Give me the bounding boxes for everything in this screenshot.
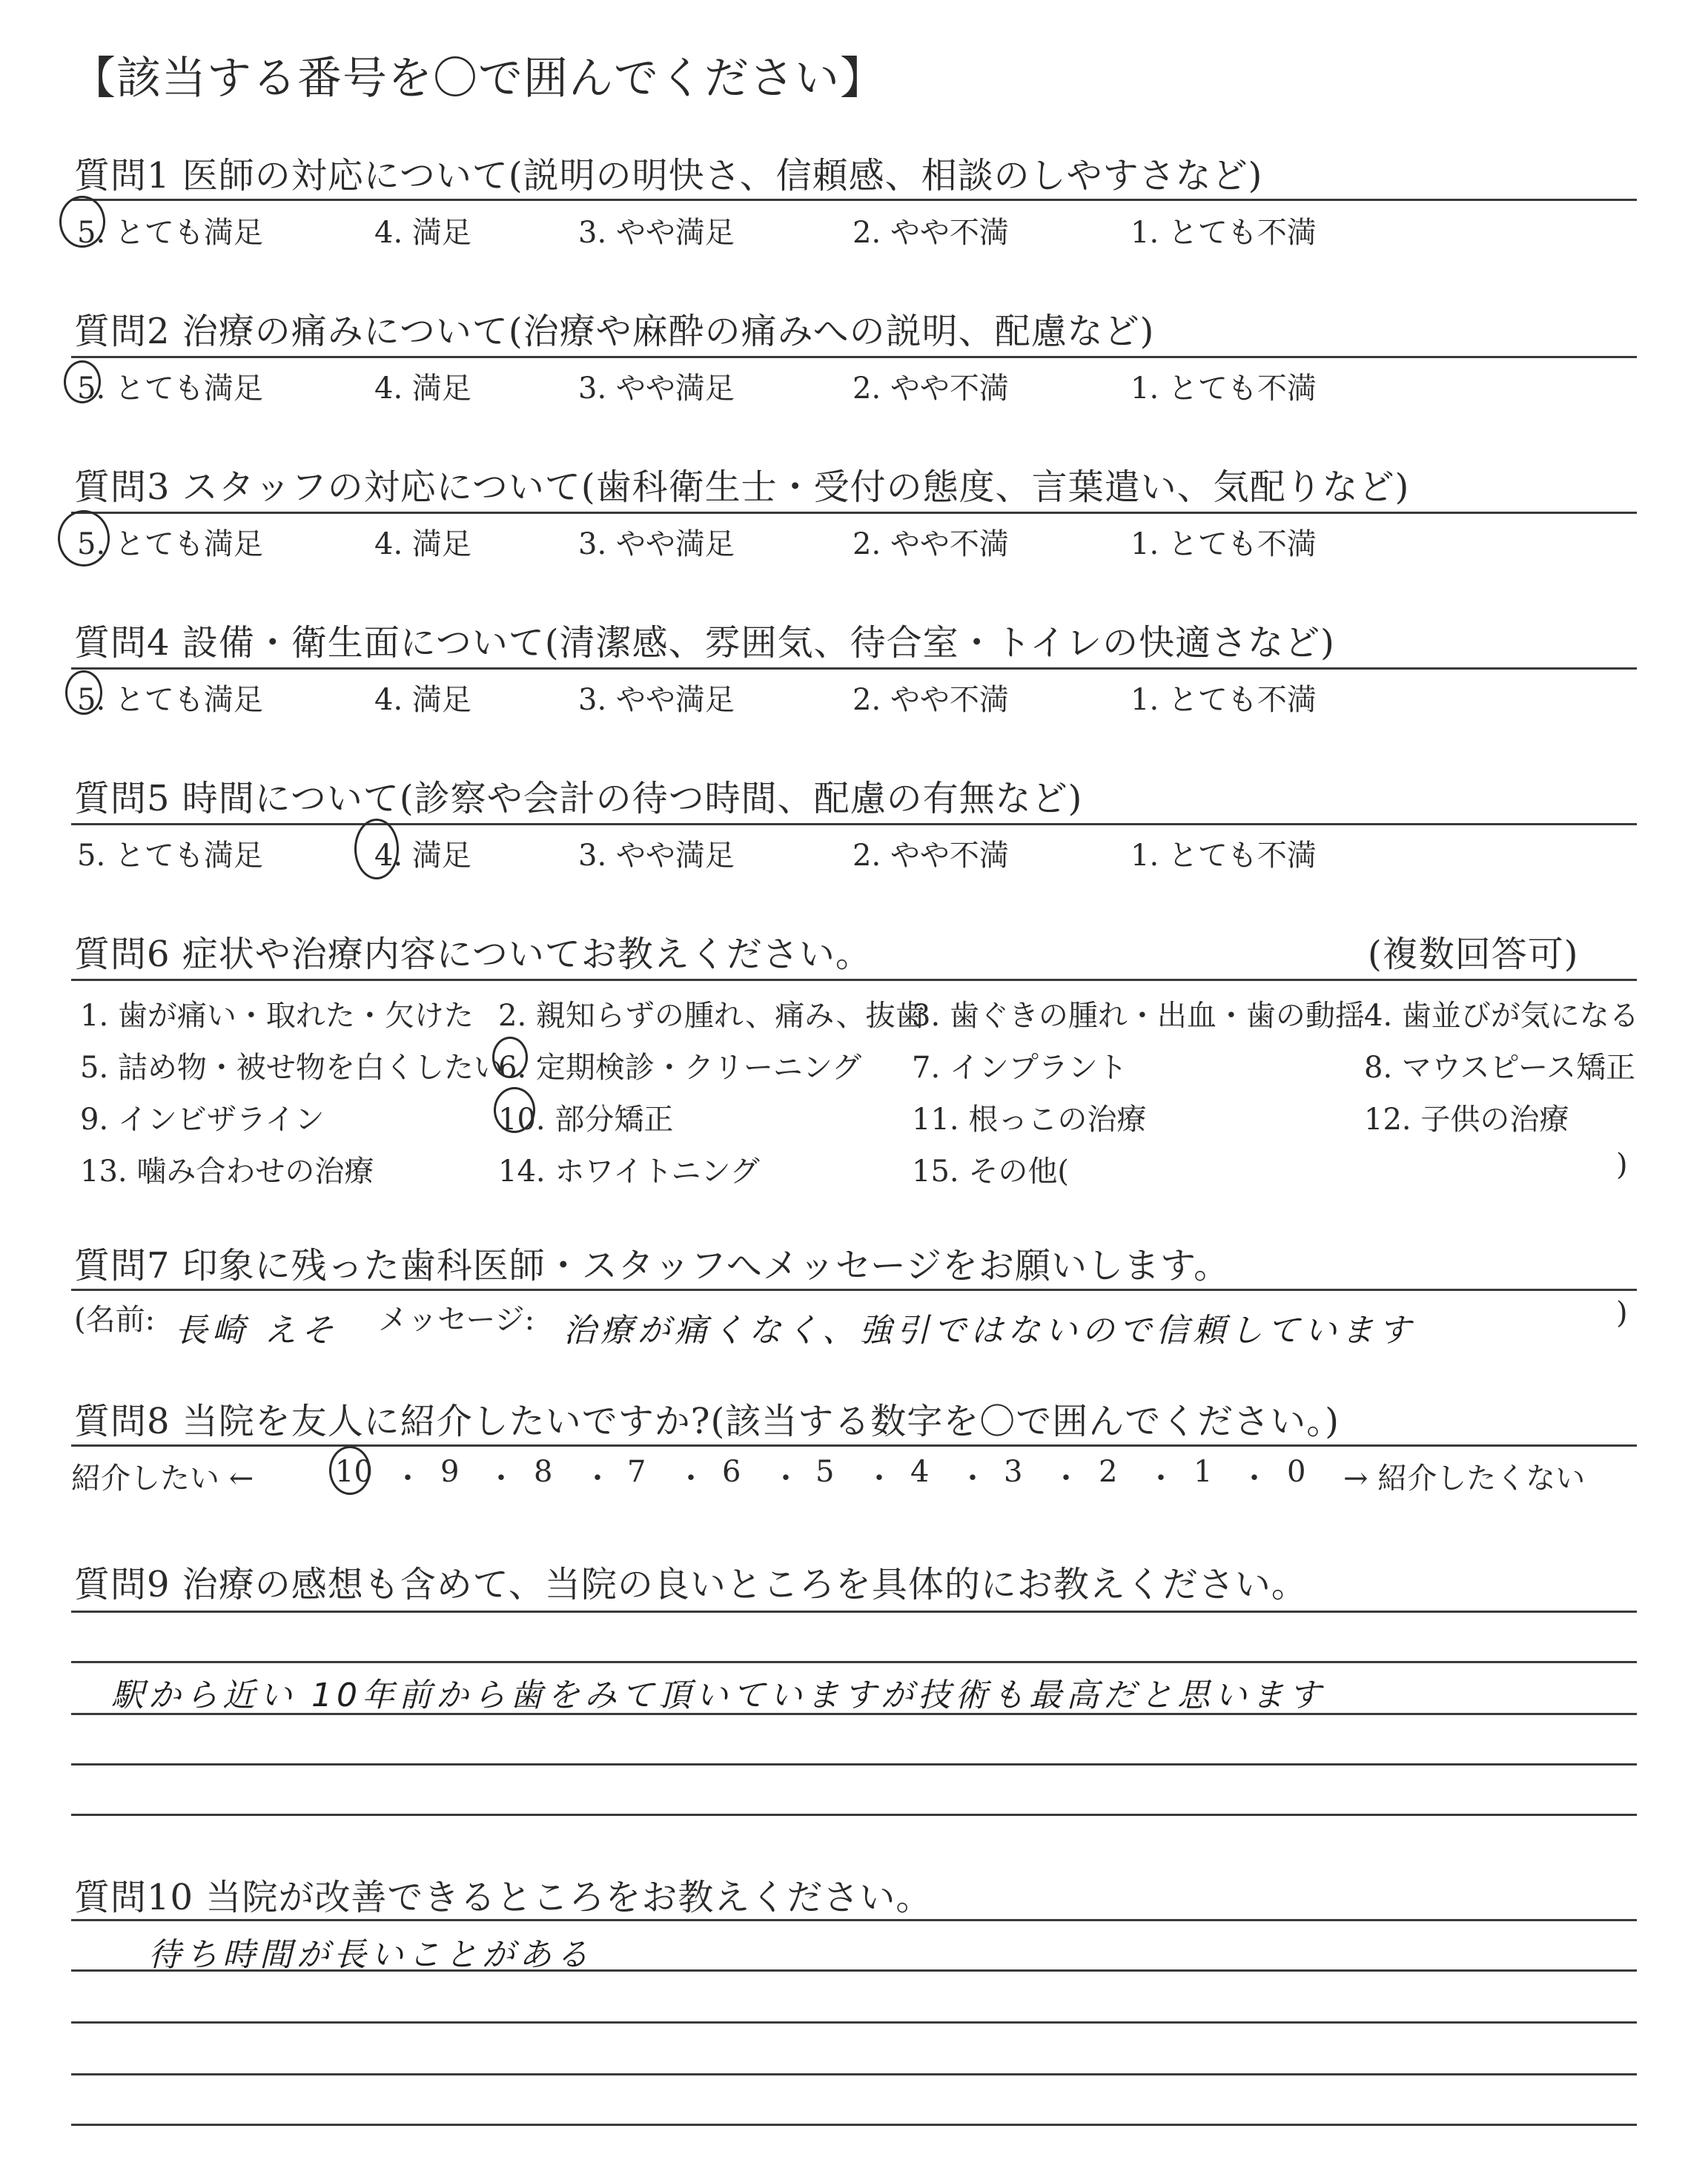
rating-option-3[interactable]: 3. やや満足: [578, 216, 735, 250]
separator: ・: [583, 1462, 612, 1496]
question-label: 質問4 設備・衛生面について(清潔感、雰囲気、待合室・トイレの快適さなど): [74, 622, 1335, 664]
separator: ・: [393, 1462, 423, 1496]
symptom-option-13[interactable]: 13. 噛み合わせの治療: [80, 1155, 374, 1189]
divider: [71, 823, 1637, 825]
divider: [71, 667, 1637, 670]
symptom-option-10[interactable]: 10. 部分矯正: [498, 1103, 674, 1137]
rating-option-4[interactable]: 4. 満足: [374, 839, 471, 873]
rating-option-4[interactable]: 4. 満足: [374, 216, 471, 250]
separator: ・: [1051, 1462, 1081, 1496]
selection-circle: [329, 1446, 371, 1495]
multiple-answers-note: (複数回答可): [1368, 934, 1579, 975]
symptom-option-8[interactable]: 8. マウスピース矯正: [1364, 1051, 1636, 1085]
score-3[interactable]: 3: [1004, 1455, 1023, 1489]
question-label: 質問5 時間について(診察や会計の待つ時間、配慮の有無など): [74, 778, 1083, 819]
divider: [71, 199, 1637, 201]
question-label: 質問7 印象に残った歯科医師・スタッフへメッセージをお願いします。: [74, 1245, 1231, 1287]
score-6[interactable]: 6: [722, 1455, 741, 1489]
rating-option-2[interactable]: 2. やや不満: [853, 839, 1009, 873]
rating-option-4[interactable]: 4. 満足: [374, 371, 471, 406]
rating-option-4[interactable]: 4. 満足: [374, 683, 471, 717]
answer-line: [71, 2124, 1637, 2126]
score-10[interactable]: 10: [335, 1455, 373, 1489]
symptom-option-11[interactable]: 11. 根っこの治療: [912, 1103, 1147, 1137]
separator: ・: [1146, 1462, 1176, 1496]
symptom-option-3[interactable]: 3. 歯ぐきの腫れ・出血・歯の動揺: [912, 999, 1365, 1033]
rating-option-5[interactable]: 5. とても満足: [77, 839, 263, 873]
score-0[interactable]: 0: [1287, 1455, 1306, 1489]
separator: ・: [1239, 1462, 1269, 1496]
divider: [71, 356, 1637, 358]
score-8[interactable]: 8: [534, 1455, 553, 1489]
separator: ・: [486, 1462, 516, 1496]
message-close-paren: ): [1616, 1296, 1628, 1330]
answer-line: [71, 1919, 1637, 1921]
rating-option-2[interactable]: 2. やや不満: [853, 216, 1009, 250]
selection-circle: [59, 196, 105, 248]
divider: [71, 1444, 1637, 1447]
rating-option-3[interactable]: 3. やや満足: [578, 839, 735, 873]
symptom-option-1[interactable]: 1. 歯が痛い・取れた・欠けた: [80, 999, 474, 1033]
rating-option-1[interactable]: 1. とても不満: [1131, 839, 1317, 873]
symptom-option-5[interactable]: 5. 詰め物・被せ物を白くしたい: [80, 1051, 503, 1085]
rating-option-1[interactable]: 1. とても不満: [1131, 527, 1317, 561]
rating-option-4[interactable]: 4. 満足: [374, 527, 471, 561]
rating-option-5[interactable]: 5. とても満足: [77, 683, 263, 717]
rating-option-3[interactable]: 3. やや満足: [578, 683, 735, 717]
rating-option-3[interactable]: 3. やや満足: [578, 371, 735, 406]
selection-circle: [64, 360, 101, 403]
symptom-option-7[interactable]: 7. インプラント: [912, 1051, 1128, 1085]
rating-option-5[interactable]: 5. とても満足: [77, 527, 263, 561]
question-label: 質問10 当院が改善できるところをお教えください。: [74, 1877, 933, 1918]
selection-circle: [494, 1087, 535, 1133]
symptom-option-6[interactable]: 6. 定期検診・クリーニング: [498, 1051, 862, 1085]
score-7[interactable]: 7: [627, 1455, 646, 1489]
selection-circle: [354, 819, 399, 879]
answer-line: [71, 2073, 1637, 2075]
symptom-option-14[interactable]: 14. ホワイトニング: [498, 1155, 760, 1189]
symptom-option-2[interactable]: 2. 親知らずの腫れ、痛み、抜歯: [498, 999, 925, 1033]
rating-option-5[interactable]: 5. とても満足: [77, 371, 263, 406]
page-title: 【該当する番号を〇で囲んでください】: [71, 53, 885, 105]
symptom-option-9[interactable]: 9. インビザライン: [80, 1103, 325, 1137]
message-value[interactable]: 治療が痛くなく、強引ではないので信頼しています: [563, 1312, 1416, 1350]
answer-line: [71, 1763, 1637, 1766]
improvement-answer[interactable]: 待ち時間が長いことがある: [148, 1936, 593, 1974]
separator: ・: [958, 1462, 987, 1496]
name-value[interactable]: 長崎 えそ: [175, 1312, 338, 1350]
question-label: 質問2 治療の痛みについて(治療や麻酔の痛みへの説明、配慮など): [74, 311, 1155, 352]
recommend-right-label: → 紹介したくない: [1343, 1462, 1586, 1496]
rating-option-2[interactable]: 2. やや不満: [853, 527, 1009, 561]
separator: ・: [864, 1462, 894, 1496]
rating-option-1[interactable]: 1. とても不満: [1131, 216, 1317, 250]
rating-option-5[interactable]: 5. とても満足: [77, 216, 263, 250]
answer-line: [71, 1661, 1637, 1663]
rating-option-1[interactable]: 1. とても不満: [1131, 683, 1317, 717]
symptom-option-15[interactable]: 15. その他(: [912, 1155, 1069, 1189]
symptom-option-4[interactable]: 4. 歯並びが気になる: [1364, 999, 1639, 1033]
good-points-answer[interactable]: 駅から近い 10年前から歯をみて頂いていますが技術も最高だと思います: [111, 1677, 1325, 1714]
score-9[interactable]: 9: [440, 1455, 460, 1489]
answer-line: [71, 1611, 1637, 1613]
answer-line: [71, 2021, 1637, 2024]
other-close-paren: ): [1616, 1148, 1628, 1182]
score-4[interactable]: 4: [910, 1455, 930, 1489]
symptom-option-12[interactable]: 12. 子供の治療: [1364, 1103, 1569, 1137]
divider: [71, 1289, 1637, 1291]
rating-option-3[interactable]: 3. やや満足: [578, 527, 735, 561]
question-label: 質問3 スタッフの対応について(歯科衛生士・受付の態度、言葉遣い、気配りなど): [74, 466, 1410, 508]
score-2[interactable]: 2: [1099, 1455, 1118, 1489]
divider: [71, 512, 1637, 514]
rating-option-2[interactable]: 2. やや不満: [853, 371, 1009, 406]
score-1[interactable]: 1: [1194, 1455, 1213, 1489]
divider: [71, 979, 1637, 981]
question-label: 質問9 治療の感想も含めて、当院の良いところを具体的にお教えください。: [74, 1564, 1308, 1605]
selection-circle: [65, 670, 102, 715]
separator: ・: [676, 1462, 706, 1496]
question-label: 質問8 当院を友人に紹介したいですか?(該当する数字を〇で囲んでください。): [74, 1401, 1340, 1442]
question-label: 質問1 医師の対応について(説明の明快さ、信頼感、相談のしやすさなど): [74, 155, 1263, 196]
rating-option-1[interactable]: 1. とても不満: [1131, 371, 1317, 406]
answer-line: [71, 1814, 1637, 1816]
selection-circle: [58, 510, 110, 567]
name-label: (名前:: [74, 1303, 156, 1337]
rating-option-2[interactable]: 2. やや不満: [853, 683, 1009, 717]
question-label: 質問6 症状や治療内容についてお教えください。: [74, 934, 872, 975]
recommend-left-label: 紹介したい ←: [71, 1462, 254, 1496]
separator: ・: [771, 1462, 801, 1496]
message-label: メッセージ:: [378, 1303, 535, 1337]
selection-circle: [492, 1037, 528, 1078]
score-5[interactable]: 5: [815, 1455, 835, 1489]
